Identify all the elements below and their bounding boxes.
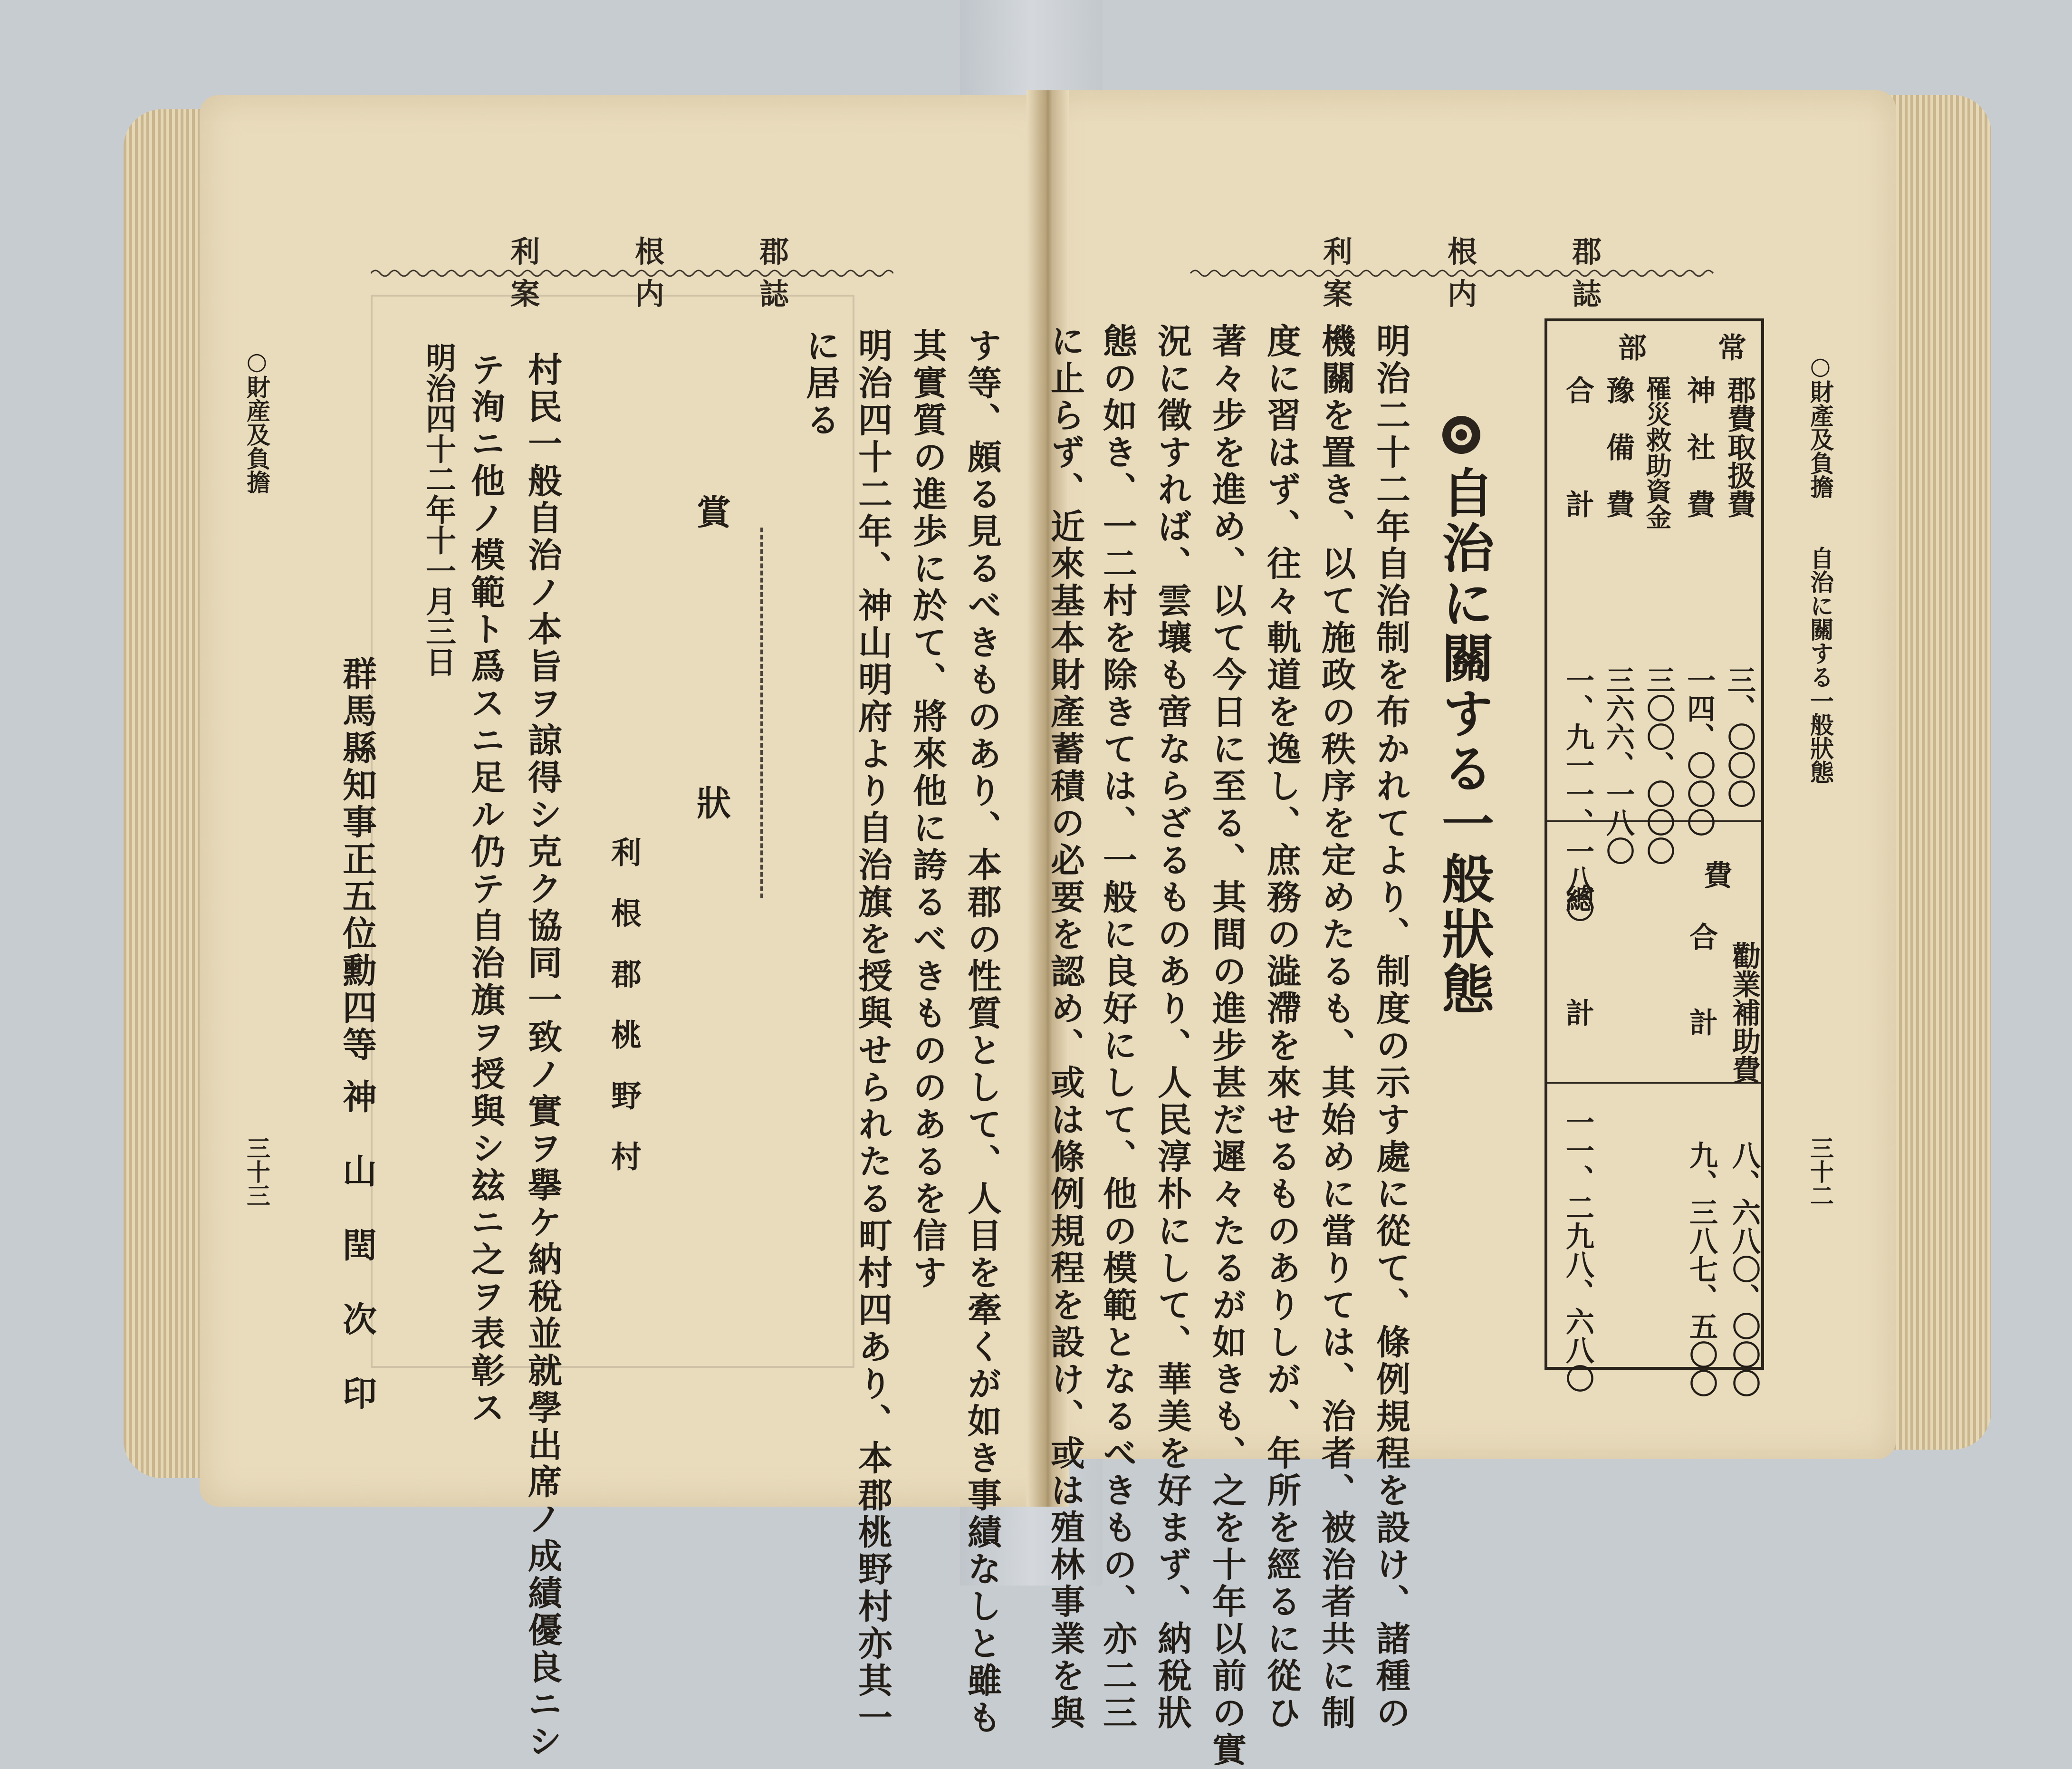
right-body-col-2: 機關を置き、以て施政の秩序を定めたるも、其始めに當りては、治者、被治者共に制 [1316,323,1356,1732]
award-dashed-line [760,528,763,898]
right-header: 利根郡案内誌 [1323,234,1697,311]
right-side-note: ○財產及負擔 自治に關する一般狀態 [1806,352,1834,784]
left-header-rule [371,266,893,280]
budget-item-value-2: 一四、〇〇〇 [1682,665,1716,836]
section-mark-icon [1440,413,1483,456]
budget-extra-value-1: 八、六八〇、〇〇〇 [1727,1141,1761,1397]
award-title: 賞 狀 [691,494,731,834]
right-body-col-1: 明治二十二年自治制を布かれてより、制度の示す處に從て、條例規程を設け、諸種の [1371,323,1411,1732]
right-body-col-3: 度に習はず、往々軌道を逸し、庶務の澁滯を來せるものありしが、年所を經るに從ひ [1261,323,1302,1732]
left-header: 利根郡案内誌 [510,234,884,311]
left-page-number: 三十三 [243,1136,271,1207]
budget-item-value-4: 三六六、一八〇 [1602,665,1635,865]
left-side-note: ○財産及負擔 [243,347,271,494]
right-body-col-5: 況に徵すれば、雲壤も啻ならざるものあり、人民淳朴にして、華美を好まず、納稅狀 [1152,323,1192,1732]
award-text-col-1: 村民一般自治ノ本旨ヲ諒得シ克ク協同一致ノ實ヲ擧ケ納稅並就學出席ノ成績優良ニシ [522,352,563,1760]
budget-item-value-3: 三〇〇、〇〇〇 [1642,665,1675,865]
page-edges-right [1882,95,1991,1450]
award-recipient: 利 根 郡 桃 野 村 [606,836,642,1171]
budget-extra-label-3: 總 計 [1561,884,1594,1027]
budget-extra-label-1: 勸業補助費 [1727,941,1761,1084]
right-body-col-7: に止らず、近來基本財產蓄積の必要を認め、或は條例規程を設け、或は殖林事業を與 [1045,323,1085,1732]
budget-item-label-4: 豫 備 費 [1602,375,1635,518]
budget-bu-label: 部 [1613,333,1647,361]
budget-extra-label-2: 合 計 [1685,922,1718,1036]
left-body-col-3: 明治四十二年、神山明府より自治旗を授與せられたる町村四あり、本郡桃野村亦其一 [853,328,893,1737]
award-date: 明治四十二年十一月三日 [421,342,456,677]
budget-item-label-1: 郡費取扱費 [1723,375,1756,518]
section-title: 自治に關する一般狀態 [1433,466,1495,1017]
left-body-col-4: に居る [800,328,841,439]
budget-extra-value-2: 九、三八七、五〇〇 [1685,1141,1718,1397]
award-signer-title: 群馬縣知事正五位勳四等 [337,656,377,1064]
left-body-col-1: す等、頗る見るべきものあり、本郡の性質として、人目を牽くが如き事績なしと雖も [962,328,1002,1737]
budget-joh-label: 常 [1713,333,1746,361]
right-header-rule [1188,266,1716,280]
budget-item-label-3: 罹災救助資金 [1642,375,1672,529]
right-body-col-6: 態の如き、一二村を除きては、一般に良好にして、他の模範となるべきもの、亦二三 [1097,323,1138,1732]
budget-item-label-5: 合 計 [1561,375,1594,518]
right-page-number: 三十二 [1806,1136,1834,1207]
right-body-col-4: 著々步を進め、以て今日に至る、其間の進步甚だ遲々たるが如きも、之を十年以前の實 [1207,323,1247,1769]
budget-item-label-2: 神 社 費 [1682,375,1716,518]
award-text-col-2: テ洵ニ他ノ模範ト爲スニ足ル仍テ自治旗ヲ授與シ玆ニ之ヲ表彰ス [465,352,506,1427]
budget-extra-value-3: 一一、二九八、六八〇 [1561,1107,1594,1393]
award-signer-name: 神 山 閏 次 印 [337,1079,377,1413]
budget-hi-label: 費 [1699,860,1732,889]
budget-item-value-5: 一、九一一、一八〇 [1561,665,1594,922]
left-body-col-2: 其實質の進歩に於て、將來他に誇るべきもののあるを信す [907,328,948,1292]
budget-item-value-1: 三、〇〇〇 [1723,665,1756,808]
